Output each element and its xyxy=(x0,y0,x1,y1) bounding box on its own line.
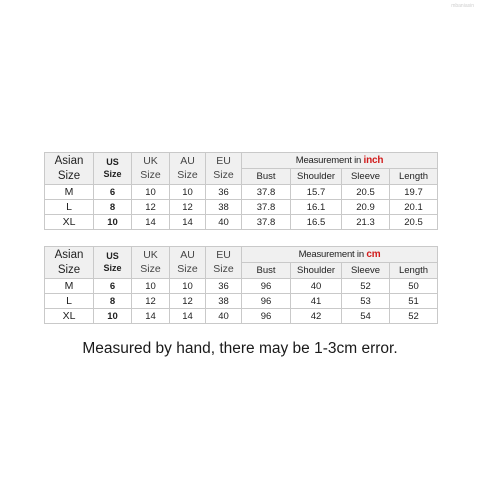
cell-shoulder: 40 xyxy=(291,279,342,294)
table-row xyxy=(45,185,438,200)
cell-shoulder: 16.1 xyxy=(291,200,342,215)
cell-uk: 12 xyxy=(132,294,170,309)
cell-au: 10 xyxy=(170,279,206,294)
header-measurement xyxy=(242,247,438,263)
cell-asian: XL xyxy=(45,215,94,230)
cell-bust: 96 xyxy=(242,279,291,294)
cell-bust: 37.8 xyxy=(242,200,291,215)
cell-uk: 14 xyxy=(132,215,170,230)
table-row xyxy=(45,200,438,215)
header-asian-size: Asian Size xyxy=(45,247,94,279)
cell-length: 19.7 xyxy=(390,185,438,200)
header-au-size: AU Size xyxy=(170,153,206,185)
column-length: Length xyxy=(390,263,438,279)
cell-au: 10 xyxy=(170,185,206,200)
cell-us: 6 xyxy=(94,279,132,294)
table-row xyxy=(45,309,438,324)
cell-bust: 96 xyxy=(242,309,291,324)
cell-sleeve: 21.3 xyxy=(342,215,390,230)
cell-au: 14 xyxy=(170,309,206,324)
cell-asian: L xyxy=(45,294,94,309)
cell-eu: 38 xyxy=(206,294,242,309)
cell-uk: 14 xyxy=(132,309,170,324)
measurement-label: Measurement in xyxy=(295,155,364,166)
cell-us: 10 xyxy=(94,309,132,324)
cell-eu: 40 xyxy=(206,215,242,230)
cell-shoulder: 15.7 xyxy=(291,185,342,200)
header-us-size: US Size xyxy=(94,153,132,185)
cell-eu: 36 xyxy=(206,279,242,294)
table-row xyxy=(45,294,438,309)
cell-length: 51 xyxy=(390,294,438,309)
measurement-note: Measured by hand, there may be 1-3cm error. xyxy=(82,340,398,357)
cell-us: 8 xyxy=(94,294,132,309)
table-header-row xyxy=(45,153,438,169)
cell-length: 52 xyxy=(390,309,438,324)
cell-bust: 37.8 xyxy=(242,215,291,230)
cell-shoulder: 16.5 xyxy=(291,215,342,230)
cell-eu: 38 xyxy=(206,200,242,215)
cell-eu: 36 xyxy=(206,185,242,200)
cell-uk: 10 xyxy=(132,185,170,200)
table-row xyxy=(45,215,438,230)
column-shoulder: Shoulder xyxy=(291,169,342,185)
header-eu-size: EU Size xyxy=(206,153,242,185)
measurement-unit: cm xyxy=(366,249,381,260)
cell-bust: 96 xyxy=(242,294,291,309)
column-length: Length xyxy=(390,169,438,185)
cell-au: 12 xyxy=(170,294,206,309)
measurement-label: Measurement in xyxy=(298,249,367,260)
cell-us: 8 xyxy=(94,200,132,215)
cell-uk: 12 xyxy=(132,200,170,215)
header-uk-size: UK Size xyxy=(132,247,170,279)
header-asian-size: Asian Size xyxy=(45,153,94,185)
cell-length: 50 xyxy=(390,279,438,294)
cell-sleeve: 54 xyxy=(342,309,390,324)
column-bust: Bust xyxy=(242,169,291,185)
column-bust: Bust xyxy=(242,263,291,279)
header-uk-size: UK Size xyxy=(132,153,170,185)
cell-shoulder: 41 xyxy=(291,294,342,309)
cell-asian: XL xyxy=(45,309,94,324)
cell-asian: L xyxy=(45,200,94,215)
cell-sleeve: 20.9 xyxy=(342,200,390,215)
cell-sleeve: 52 xyxy=(342,279,390,294)
cell-bust: 37.8 xyxy=(242,185,291,200)
cell-au: 14 xyxy=(170,215,206,230)
cell-length: 20.5 xyxy=(390,215,438,230)
cell-us: 10 xyxy=(94,215,132,230)
cell-sleeve: 20.5 xyxy=(342,185,390,200)
cell-sleeve: 53 xyxy=(342,294,390,309)
column-shoulder: Shoulder xyxy=(291,263,342,279)
header-us-size: US Size xyxy=(94,247,132,279)
cell-us: 6 xyxy=(94,185,132,200)
header-au-size: AU Size xyxy=(170,247,206,279)
table-row xyxy=(45,279,438,294)
cell-asian: M xyxy=(45,279,94,294)
size-table-cm xyxy=(44,246,438,324)
size-table-inch xyxy=(44,152,438,230)
cell-shoulder: 42 xyxy=(291,309,342,324)
cell-asian: M xyxy=(45,185,94,200)
cell-au: 12 xyxy=(170,200,206,215)
header-eu-size: EU Size xyxy=(206,247,242,279)
watermark: mbaniasin xyxy=(451,3,474,9)
column-sleeve: Sleeve xyxy=(342,263,390,279)
measurement-unit: inch xyxy=(363,155,384,166)
header-measurement xyxy=(242,153,438,169)
cell-uk: 10 xyxy=(132,279,170,294)
column-sleeve: Sleeve xyxy=(342,169,390,185)
cell-eu: 40 xyxy=(206,309,242,324)
table-header-row xyxy=(45,247,438,263)
cell-length: 20.1 xyxy=(390,200,438,215)
